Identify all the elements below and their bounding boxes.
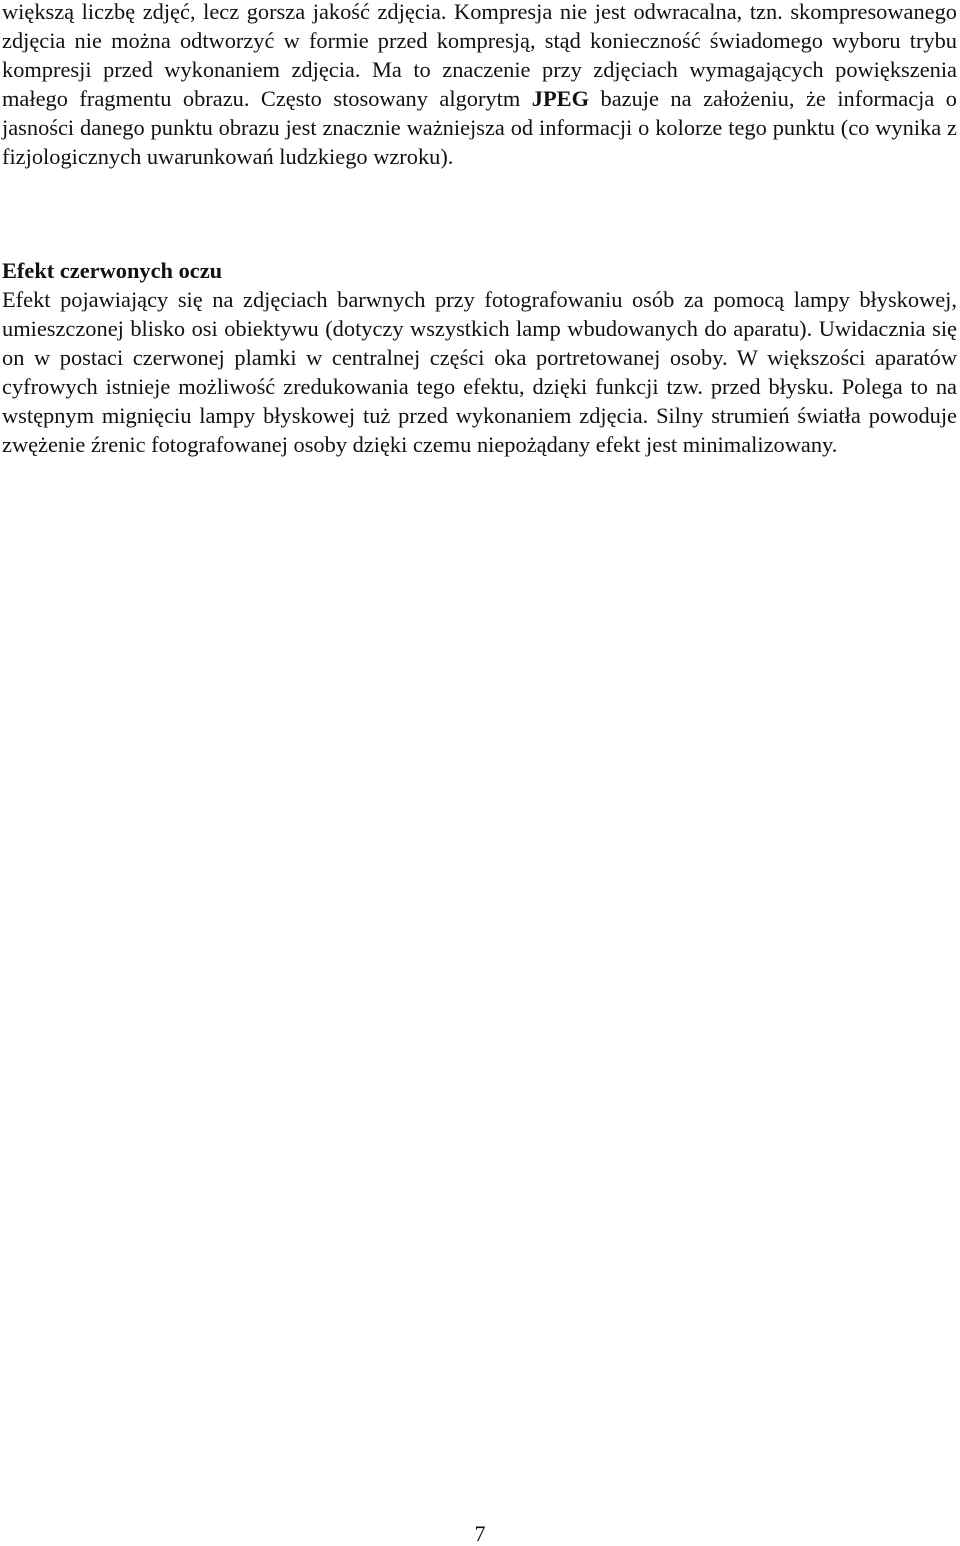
paragraph-text-part2: bazuje na założeniu, że informacja o jasności danego punktu obrazu jest znacznie ważniejsza od informacji o kolorze tego punktu (co wynika z fizjologicznych uwarunkowań ludzkiego wzroku). (2, 86, 957, 169)
section-body: Efekt pojawiający się na zdjęciach barwnych przy fotografowaniu osób za pomocą lampy błyskowej, umieszczonej blisko osi obiektywu (dotyczy wszystkich lamp wbudowanych do aparatu). Uwidacznia się on w postaci czerwonej plamki w centralnej części oka portretowanej osoby. W większości aparatów cyfrowych istnieje możliwość zredukowania tego efektu, dzięki funkcji tzw. przed błysku. Polega to na wstępnym mignięciu lampy błyskowej tuż przed wykonaniem zdjęcia. Silny strumień światła powoduje zwężenie źrenic fotografowanej osoby dzięki czemu niepożądany efekt jest minimalizowany. (2, 287, 957, 457)
page-number: 7 (474, 1521, 486, 1546)
jpeg-term: JPEG (531, 86, 589, 111)
paragraph-text-part1: większą liczbę zdjęć, lecz gorsza jakość zdjęcia. Kompresja nie jest odwracalna, tzn. skompresowanego zdjęcia nie można odtworzyć w formie przed kompresją, stąd konieczność świadomego wyboru trybu kompresji przed wykonaniem zdjęcia. Ma to znaczenie przy zdjęciach wymagających powiększenia małego fragmentu obrazu. Często stosowany algorytm (2, 0, 957, 111)
red-eye-section (2, 256, 957, 459)
compression-paragraph (2, 0, 957, 171)
section-heading: Efekt czerwonych oczu (2, 258, 223, 283)
